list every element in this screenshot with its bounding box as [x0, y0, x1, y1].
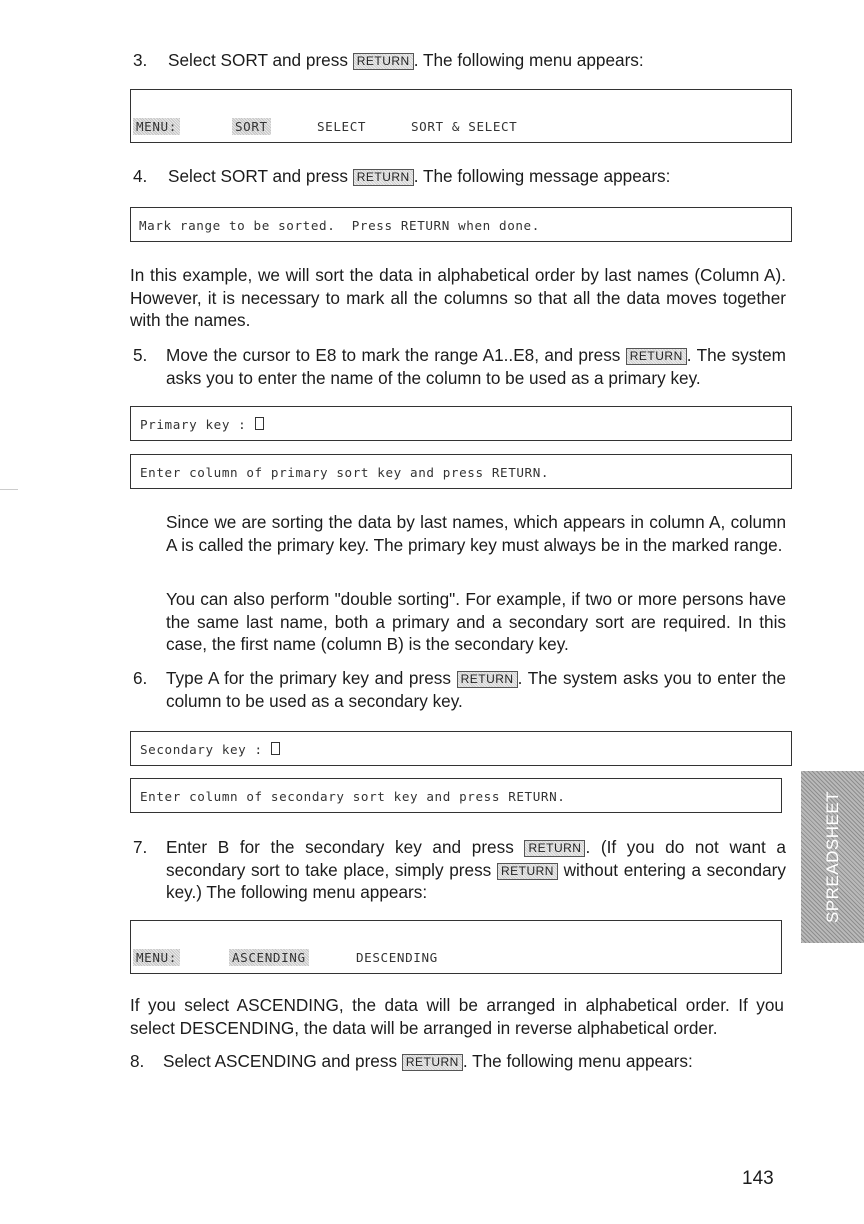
- menu-option-sort-select: SORT & SELECT: [411, 119, 518, 134]
- step-text: Select SORT and press RETURN . The following menu appears:: [168, 50, 644, 70]
- step-text: Move the cursor to E8 to mark the range A1..E8, and press RETURN . The system asks you to enter the name of the column to be used as a primary key.: [166, 345, 786, 388]
- step-text: Select SORT and press RETURN . The following message appears:: [168, 166, 671, 186]
- primary-key-explanation: Since we are sorting the data by last names, which appears in column A, column A is called the primary key. The primary key must always be in the marked range.: [166, 512, 786, 555]
- return-key-icon: RETURN: [524, 840, 585, 857]
- menu-option-sort: SORT: [232, 118, 271, 135]
- primary-key-help-screen: [130, 454, 792, 489]
- message-screen-mark-range: [130, 207, 792, 242]
- primary-key-prompt: Primary key :: [140, 417, 264, 432]
- step-number: 6.: [133, 668, 148, 688]
- return-key-icon: RETURN: [353, 169, 414, 186]
- return-key-icon: RETURN: [497, 863, 558, 880]
- menu-screen-ascending: [130, 920, 782, 974]
- return-key-icon: RETURN: [626, 348, 687, 365]
- step-number: 5.: [133, 345, 148, 365]
- step-number: 7.: [133, 837, 148, 857]
- section-tab-label: SPREADSHEET: [822, 790, 842, 924]
- return-key-icon: RETURN: [353, 53, 414, 70]
- step-number: 3.: [133, 50, 148, 70]
- double-sort-explanation: You can also perform "double sorting". For example, if two or more persons have the same last name, both a primary and a secondary sort are required. In this case, the first name (column B) is the secondary key.: [166, 589, 786, 655]
- step-number: 4.: [133, 166, 148, 186]
- cursor-icon: [255, 417, 264, 430]
- step-text: Enter B for the secondary key and press RETURN . (If you do not want a secondary sort to take place, simply press RETURN without entering a secondary key.) The following menu appears:: [166, 837, 786, 903]
- secondary-key-prompt: Secondary key :: [140, 742, 280, 757]
- menu-option-select: SELECT: [317, 119, 367, 134]
- menu-label: MENU:: [133, 118, 180, 135]
- secondary-key-prompt-screen: [130, 731, 792, 766]
- intro-paragraph: In this example, we will sort the data in alphabetical order by last names (Column A). However, it is necessary to mark all the columns so that all the data moves together with the names.: [130, 265, 786, 331]
- section-tab: [801, 771, 864, 943]
- step-number: 8.: [130, 1051, 145, 1071]
- return-key-icon: RETURN: [402, 1054, 463, 1071]
- return-key-icon: RETURN: [457, 671, 518, 688]
- secondary-key-help: Enter column of secondary sort key and press RETURN.: [140, 789, 566, 804]
- menu-option-ascending: ASCENDING: [229, 949, 309, 966]
- primary-key-prompt-screen: [130, 406, 792, 441]
- message-text: Mark range to be sorted. Press RETURN when done.: [139, 218, 540, 233]
- step-text: Type A for the primary key and press RETURN . The system asks you to enter the column to be used as a secondary key.: [166, 668, 786, 711]
- cursor-icon: [271, 742, 280, 755]
- margin-rule: [0, 489, 18, 490]
- primary-key-help: Enter column of primary sort key and press RETURN.: [140, 465, 550, 480]
- menu-screen-sort: [130, 89, 792, 143]
- menu-option-descending: DESCENDING: [356, 950, 438, 965]
- step-text: Select ASCENDING and press RETURN . The following menu appears:: [163, 1051, 693, 1071]
- secondary-key-help-screen: [130, 778, 782, 813]
- menu-label: MENU:: [133, 949, 180, 966]
- page-number: 143: [742, 1168, 774, 1189]
- ascending-explanation: If you select ASCENDING, the data will be arranged in alphabetical order. If you select DESCENDING, the data will be arranged in reverse alphabetical order.: [130, 995, 784, 1038]
